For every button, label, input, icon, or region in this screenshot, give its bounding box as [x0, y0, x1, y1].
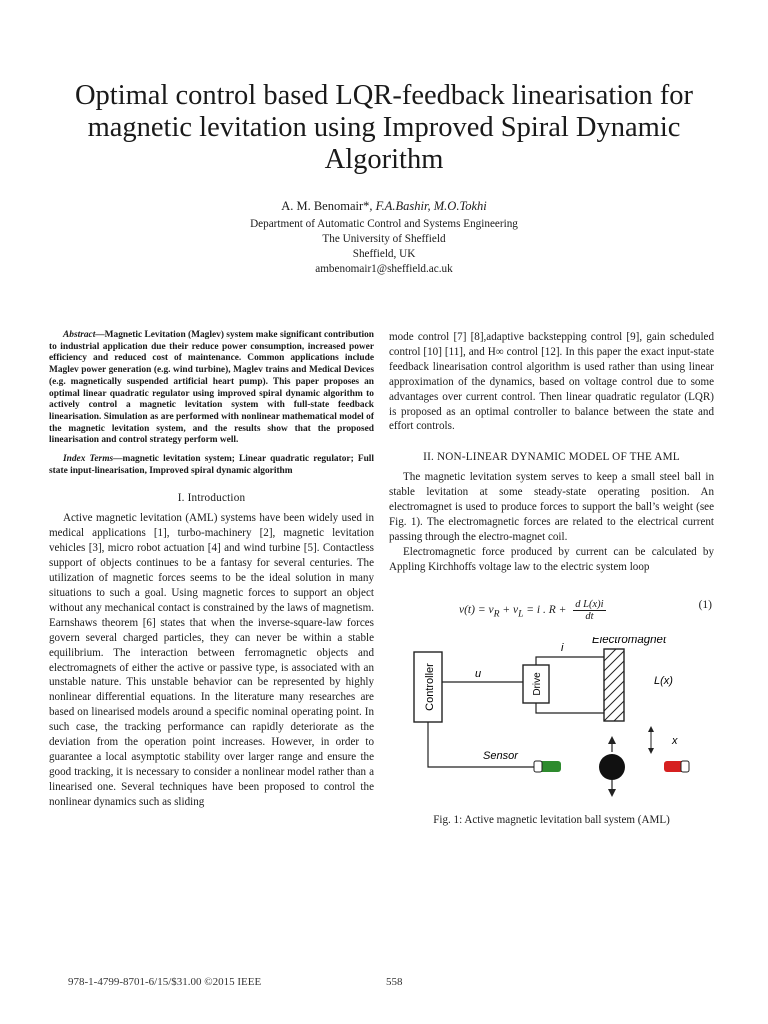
- footer-isbn: 978-1-4799-8701-6/15/$31.00 ©2015 IEEE: [68, 976, 262, 988]
- abstract-text: —Magnetic Levitation (Maglev) system make significant contribution to industrial application due their reduce power consumption, increased power efficiency and reduced cost of maintenance. Common applications include Maglev power generation (e.g. wind turbine), Maglev trains and Medical Devices (e.g. magnetically suspended artificial heart pump). This paper proposes an optimal linear quadratic regulator using improved spiral dynamic algorithm to actively control a magnetic levitation system with full-state feedback linearisation. Simulation as are performed with nonlinear mathematical model of the magnetic levitation system, and the results show that the proposed linearisation and control strategy perform well.: [49, 330, 374, 446]
- levitated-ball: [599, 754, 625, 780]
- lead-author: A. M. Benomair*: [281, 199, 370, 213]
- drive-label: Drive: [532, 672, 543, 696]
- affiliation-city: Sheffield, UK: [352, 248, 416, 260]
- equation-expression: $v(t) = v_R + v_L = i$ . R + $\frac{\text{d L(x)i}}{dt}$: [459, 598, 604, 622]
- co-authors: , F.A.Bashir, M.O.Tokhi: [369, 199, 487, 213]
- index-terms-lead: Index Terms: [63, 454, 114, 465]
- affiliation-university: The University of Sheffield: [322, 233, 446, 245]
- coil-hatching: [604, 649, 624, 721]
- section-heading-model: II. NON-LINEAR DYNAMIC MODEL OF THE AML: [423, 451, 680, 464]
- figure-1: [389, 637, 714, 807]
- model-paragraph-1: The magnetic levitation system serves to keep a small steel ball in stable levitation at some steady-state operating position. An electromagnet is used to produce forces to support the ball’s weight (see Fig. 1). The electromagnetic forces are related to the electrical current passing through the electro-magnet coil.: [389, 471, 714, 543]
- paper-title: Optimal control based LQR-feedback linearisation for magnetic levitation using Improved Spiral Dynamic Algorithm: [74, 80, 694, 175]
- figure-caption: Fig. 1: Active magnetic levitation ball system (AML): [433, 813, 670, 826]
- section-heading-introduction: I. Introduction: [177, 492, 246, 505]
- model-paragraph-2: Electromagnetic force produced by current can be calculated by Appling Kirchhoffs voltage law to the electric system loop: [389, 545, 714, 573]
- page-number: 558: [386, 976, 403, 988]
- electromagnet-label: Electromagnet: [592, 636, 667, 646]
- index-terms: [49, 454, 374, 477]
- authors: [40, 199, 728, 214]
- controller-label: Controller: [424, 662, 436, 711]
- left-column: [49, 330, 374, 810]
- inductance-label: L(x): [654, 674, 673, 687]
- abstract-lead: Abstract: [63, 330, 96, 340]
- index-terms-text: —magnetic levitation system; Linear quadratic regulator; Full state input-linearisation, Improved spiral dynamic algorithm: [49, 454, 374, 476]
- equation-number: (1): [698, 598, 712, 611]
- continued-paragraph: mode control [7] [8],adaptive backstepping control [9], gain scheduled control [10] [11], and H∞ control [12]. In this paper the exact input-state feedback linearisation control algorithm is used rather than using linear approximation of the dynamics, based on voltage control due to some advantages over current control. Then linear quadratic regulator (LQR) is proposed as an optimal controller to balance between the state and effort controls.: [389, 331, 714, 433]
- equation-1: [389, 591, 714, 627]
- affiliation-dept: Department of Automatic Control and Systems Engineering: [250, 218, 518, 230]
- abstract: [49, 330, 374, 447]
- position-label: x: [672, 734, 678, 747]
- aml-diagram: [389, 637, 714, 807]
- sensor-label: Sensor: [483, 749, 518, 762]
- current-label: i: [561, 641, 564, 654]
- introduction-paragraph: Active magnetic levitation (AML) systems have been widely used in medical applications [1], turbo-machinery [2], magnetic levitation vehicles [3], micro robot actuation [4] and wind turbine [5]. Contactless support of objects continues to be a fantasy for several centuries. The utilization of magnetic forces seems to be the ideal solution in many situations to such a goal. Using magnetic forces to support an object without any mechanical contact is constrained by the laws of magnetism. Earnshaws theorem [6] states that when the inverse-square-law forces govern several charged particles, they can never be within a stable equilibrium. The interaction between ferromagnetic objects and electromagnets of either the active or passive type, is associated with an unstable nature. This unstable behavior can be represented by highly nonlinear differential equations. In the literature many researches are based on linearised models around a specific nominal operating point. In such case, the tracking performance can rapidly deteriorate as the deviation from the operation point increases. However, in order to guarantee a local asymptotic stability over larger range and ensure the good tracking, it is necessary to consider a nonlinear model rather than a linearised one. Several techniques have been proposed to control the nonlinear dynamics such as sliding: [49, 512, 374, 808]
- electromagnet-coil: [604, 649, 624, 721]
- affiliation: [40, 217, 728, 277]
- u-label: u: [475, 667, 482, 680]
- equation-fraction: $\frac{\text{d L(x)i}}{dt}$: [575, 598, 604, 622]
- right-column: [389, 330, 714, 827]
- author-email[interactable]: ambenomair1@sheffield.ac.uk: [315, 263, 453, 275]
